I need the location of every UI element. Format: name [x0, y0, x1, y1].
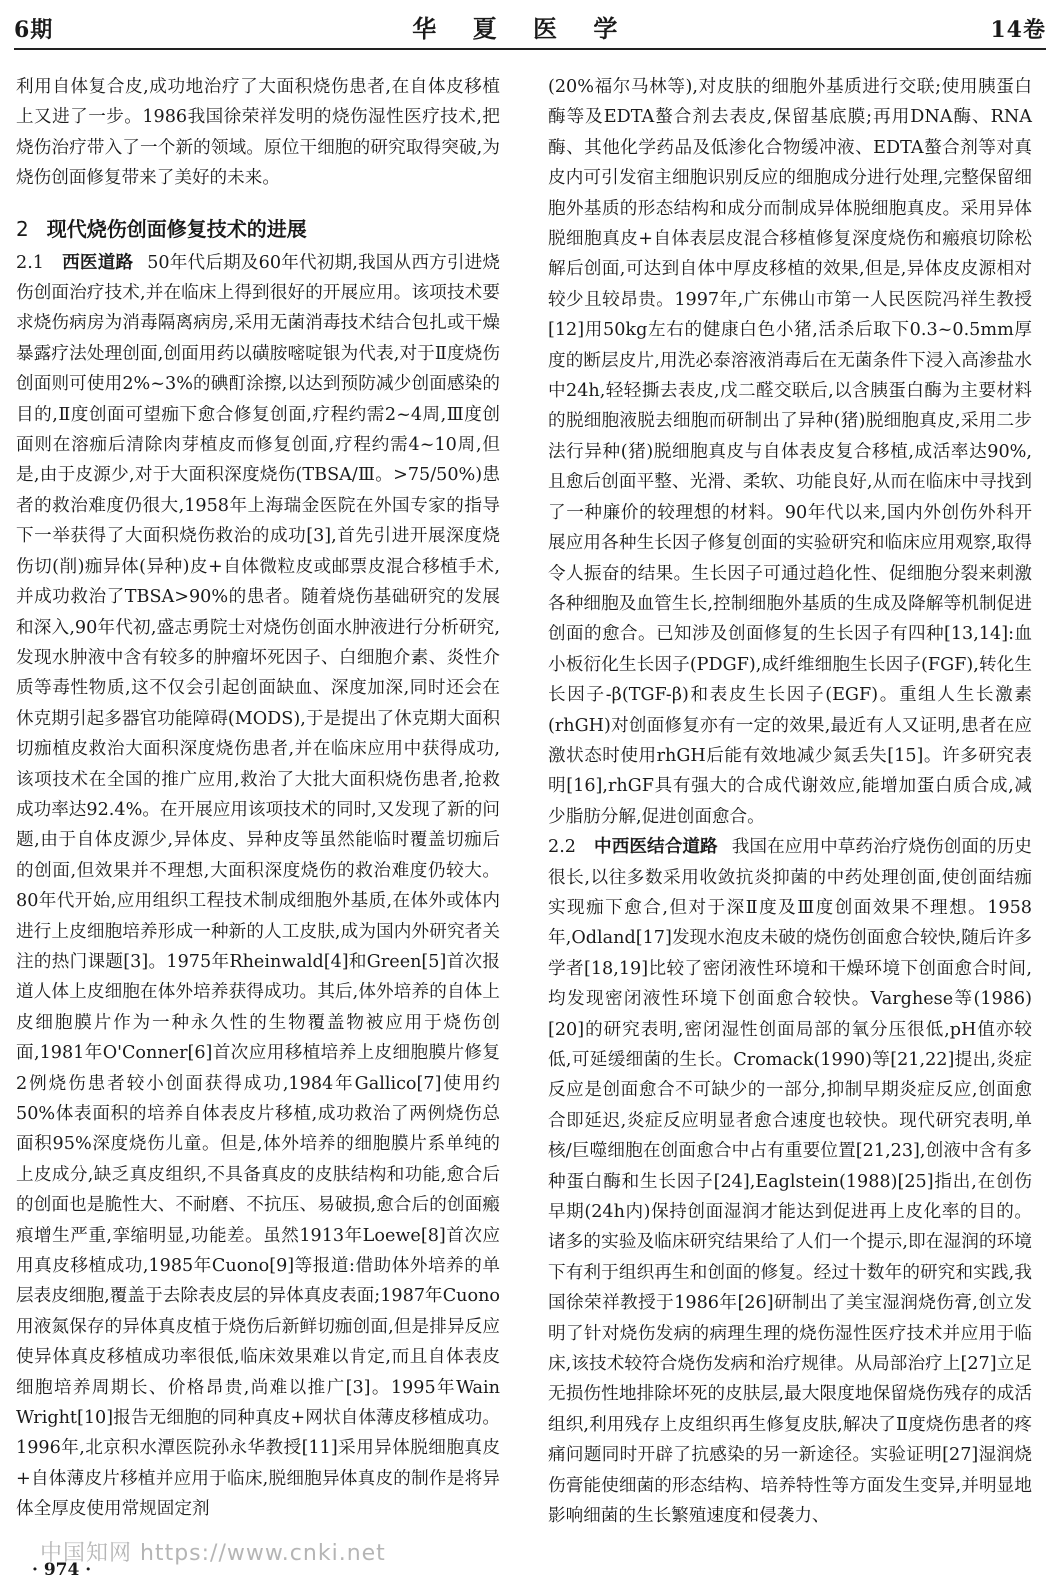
subsection-title: 西医道路	[61, 252, 134, 273]
volume-label: 14卷	[990, 17, 1046, 43]
left-column	[16, 72, 500, 1525]
subsection-title: 中西医结合道路	[593, 837, 718, 858]
section-title: 现代烧伤创面修复技术的进展	[46, 216, 307, 241]
watermark: 中国知网 https://www.cnki.net	[40, 1541, 386, 1566]
intro-paragraph: 利用自体复合皮,成功地治疗了大面积烧伤患者,在自体皮移植上又进了一步。1986我国徐荣祥发明的烧伤湿性医疗技术,把烧伤治疗带入了一个新的领域。原位干细胞的研究取得突破,为烧伤创面修复带来了美好的未来。	[16, 77, 500, 189]
section-number: 2	[16, 216, 29, 241]
right-column	[548, 72, 1032, 1532]
subsection-body: 50年代后期及60年代初期,我国从西方引进烧伤创面治疗技术,并在临床上得到很好的开展应用。该项技术要求烧伤病房为消毒隔离病房,采用无菌消毒技术结合包扎或干燥暴露疗法处理创面,创面用药以磺胺嘧啶银为代表,对于Ⅱ度烧伤创面则可使用2%~3%的碘酊涂擦,以达到预防减少创面感染的目的,Ⅱ度创面可望痂下愈合修复创面,疗程约需2~4周,Ⅲ度创面则在溶痂后清除肉芽植皮而修复创面,疗程约需4~10周,但是,由于皮源少,对于大面积深度烧伤(TBSA/Ⅲ。>75/50%)患者的救治难度仍很大,1958年上海瑞金医院在外国专家的指导下一举获得了大面积烧伤救治的成功[3],首先引进开展深度烧伤切(削)痂异体(异种)皮+自体微粒皮或邮票皮混合移植手术,并成功救治了TBSA>90%的患者。随着烧伤基础研究的发展和深入,90年代初,盛志勇院士对烧伤创面水肿液进行分析研究,发现水肿液中含有较多的肿瘤坏死因子、白细胞介素、炎性介质等毒性物质,这不仅会引起创面缺血、深度加深,同时还会在休克期引起多器官功能障碍(MODS),于是提出了休克期大面积切痂植皮救治大面积深度烧伤患者,并在临床应用中获得成功,该项技术在全国的推广应用,救治了大批大面积烧伤患者,抢救成功率达92.4%。在开展应用该项技术的同时,又发现了新的问题,由于自体皮源少,异体皮、异种皮等虽然能临时覆盖切痂后的创面,但效果并不理想,大面积深度烧伤的救治难度仍较大。80年代开始,应用组织工程技术制成细胞外基质,在体外或体内进行上皮细胞培养形成一种新的人工皮肤,成为国内外研究者关注的热门课题[3]。1975年Rheinwald[4]和Green[5]首次报道人体上皮细胞在体外培养获得成功。其后,体外培养的自体上皮细胞膜片作为一种永久性的生物覆盖物被应用于烧伤创面,1981年O'Conner[6]首次应用移植培养上皮细胞膜片修复2例烧伤患者较小创面获得成功,1984年Gallico[7]使用约50%体表面积的培养自体表皮片移植,成功救治了两例烧伤总面积95%深度烧伤儿童。但是,体外培养的细胞膜片系单纯的上皮成分,缺乏真皮组织,不具备真皮的皮肤结构和功能,愈合后的创面也是脆性大、不耐磨、不抗压、易破损,愈合后的创面瘢痕增生严重,挛缩明显,功能差。虽然1913年Loewe[8]首次应用真皮移植成功,1985年Cuono[9]等报道:借助体外培养的单层表皮细胞,覆盖于去除表皮层的异体真皮表面;1987年Cuono用液氮保存的异体真皮植于烧伤后新鲜切痂创面,但是排异反应使异体真皮移植成功率很低,临床效果难以肯定,而且自体表皮细胞培养周期长、价格昂贵,尚难以推广[3]。1995年Wain Wright[10]报告无细胞的同种真皮+网状自体薄皮移植成功。1996年,北京积水潭医院孙永华教授[11]采用异体脱细胞真皮+自体薄皮片移植并应用于临床,脱细胞异体真皮的制作是将异体全厚皮使用常规固定剂	[16, 252, 500, 1520]
subsection-number: 2.1	[16, 252, 44, 273]
page-header	[14, 6, 1046, 50]
page-number: · 974 ·	[32, 1560, 92, 1580]
section-2-2-paragraph	[548, 832, 1032, 1531]
section-2-1-paragraph	[16, 248, 500, 1525]
subsection-number: 2.2	[548, 837, 576, 858]
subsection-body: 我国在应用中草药治疗烧伤创面的历史很长,以往多数采用收敛抗炎抑菌的中药处理创面,使创面结痂实现痂下愈合,但对于深Ⅱ度及Ⅲ度创面效果不理想。1958年,Odland[17]发现水泡皮未破的烧伤创面愈合较快,随后许多学者[18,19]比较了密闭液性环境和干燥环境下创面愈合时间,均发现密闭液性环境下创面愈合较快。Varghese等(1986)[20]的研究表明,密闭湿性创面局部的氧分压很低,pH值亦较低,可延缓细菌的生长。Cromack(1990)等[21,22]提出,炎症反应是创面愈合不可缺少的一部分,抑制早期炎症反应,创面愈合即延迟,炎症反应明显者愈合速度也较快。现代研究表明,单核/巨噬细胞在创面愈合中占有重要位置[21,23],创液中含有多种蛋白酶和生长因子[24],Eaglstein(1988)[25]指出,在创伤早期(24h内)保持创面湿润才能达到促进再上皮化率的目的。诸多的实验及临床研究结果给了人们一个提示,即在湿润的环境下有利于组织再生和创面的修复。经过十数年的研究和实践,我国徐荣祥教授于1986年[26]研制出了美宝湿润烧伤膏,创立发明了针对烧伤发病的病理生理的烧伤湿性医疗技术并应用于临床,该技术较符合烧伤发病和治疗规律。从局部治疗上[27]立足无损伤性地排除坏死的皮肤层,最大限度地保留烧伤残存的成活组织,利用残存上皮组织再生修复皮肤,解决了Ⅱ度烧伤患者的疼痛问题同时开辟了抗感染的另一新途径。实验证明[27]湿润烧伤膏能使细菌的形态结构、培养特性等方面发生变异,并明显地影响细菌的生长繁殖速度和侵袭力、	[548, 837, 1032, 1527]
continued-paragraph: (20%福尔马林等),对皮肤的细胞外基质进行交联;使用胰蛋白酶等及EDTA螯合剂去表皮,保留基底膜;再用DNA酶、RNA酶、其他化学药品及低渗化合物缓冲液、EDTA螯合剂等对真皮内可引发宿主细胞识别反应的细胞成分进行处理,完整保留细胞外基质的形态结构和成分而制成异体脱细胞真皮。采用异体脱细胞真皮+自体表层皮混合移植修复深度烧伤和瘢痕切除松解后创面,可达到自体中厚皮移植的效果,但是,异体皮皮源相对较少且较昂贵。1997年,广东佛山市第一人民医院冯祥生教授[12]用50kg左右的健康白色小猪,活杀后取下0.3~0.5mm厚度的断层皮片,用洗必泰溶液消毒后在无菌条件下浸入高渗盐水中24h,轻轻撕去表皮,戊二醛交联后,以含胰蛋白酶为主要材料的脱细胞液脱去细胞而研制出了异种(猪)脱细胞真皮,采用二步法行异种(猪)脱细胞真皮与自体表皮复合移植,成活率达90%,且愈后创面平整、光滑、柔软、功能良好,从而在临床中寻找到了一种廉价的较理想的材料。90年代以来,国内外创伤外科开展应用各种生长因子修复创面的实验研究和临床应用观察,取得令人振奋的结果。生长因子可通过趋化性、促细胞分裂来刺激各种细胞及血管生长,控制细胞外基质的生成及降解等机制促进创面的愈合。已知涉及创面修复的生长因子有四种[13,14]:血小板衍化生长因子(PDGF),成纤维细胞生长因子(FGF),转化生长因子-β(TGF-β)和表皮生长因子(EGF)。重组人生长激素(rhGH)对创面修复亦有一定的效果,最近有人又证明,患者在应激状态时使用rhGH后能有效地减少氮丢失[15]。许多研究表明[16],rhGF具有强大的合成代谢效应,能增加蛋白质合成,减少脂肪分解,促进创面愈合。	[548, 77, 1032, 827]
issue-label: 6期	[14, 17, 54, 43]
section-heading	[16, 212, 500, 246]
journal-title: 华 夏 医 学	[412, 14, 632, 43]
